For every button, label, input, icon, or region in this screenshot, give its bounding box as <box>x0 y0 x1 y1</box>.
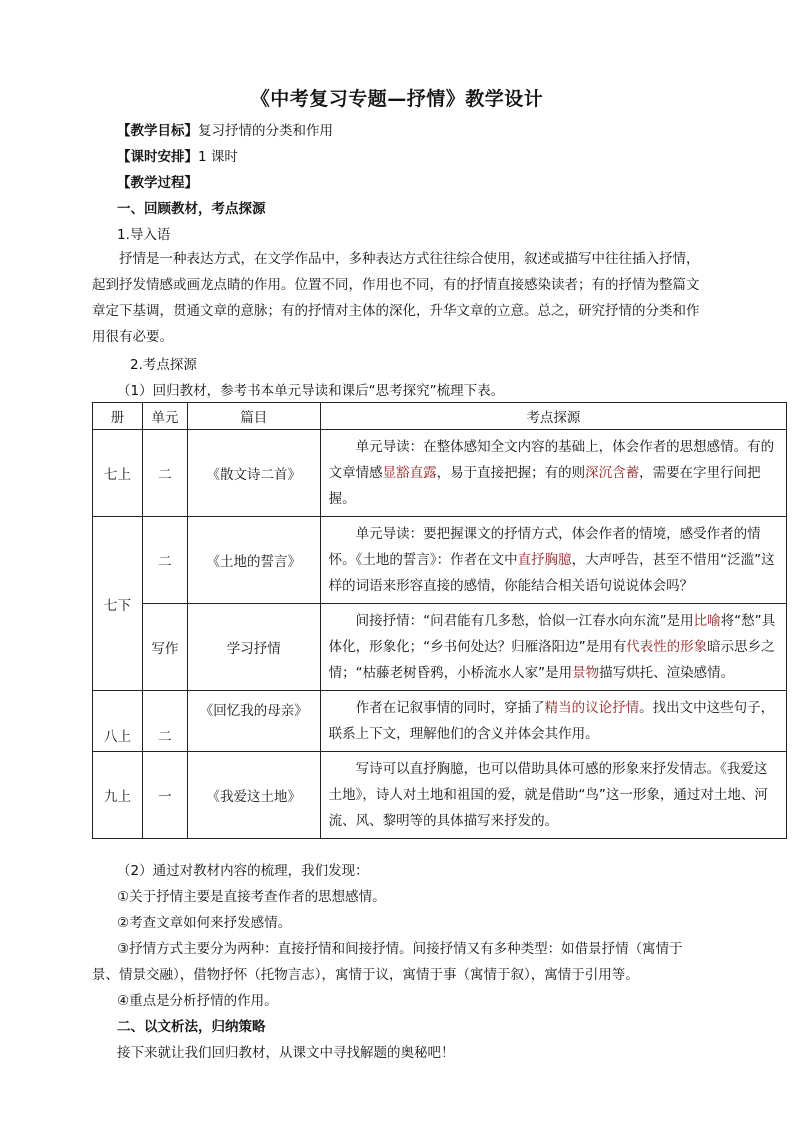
probe-text: 将“愁”具体化，形象化；“乡书何处达？归雁洛阳边”是用有 <box>328 613 776 655</box>
probe-text: ，需要在字里行间把握。 <box>328 465 761 507</box>
schedule-line <box>117 148 238 166</box>
cell-probe <box>320 691 786 752</box>
probe-text: 单元导读：在整体感知全文内容的基础上，体会作者的思想感情。有的文章情感 <box>328 439 775 481</box>
header-title: 篇目 <box>187 403 320 430</box>
table-intro: （1）回归教材，参考书本单元导读和课后“思考探究”梳理下表。 <box>117 383 505 399</box>
probe-text: 暗示思乡之情；“枯藤老树昏鸦，小桥流水人家”是用 <box>328 639 775 681</box>
cell-book: 七上 <box>93 430 143 517</box>
probe-text: 写诗可以直抒胸臆，也可以借助具体可感的形象来抒发情志。《我爱这土地》，诗人对土地和祖国的爱，就是借助“鸟”这一形象，通过对土地、河流、风、黎明等的具体描写来抒发的。 <box>328 761 768 829</box>
table-row <box>93 752 787 839</box>
cell-book: 九上 <box>93 752 143 839</box>
schedule-text: 1 课时 <box>198 149 238 165</box>
cell-probe <box>320 752 786 839</box>
table-row <box>93 604 787 691</box>
objective-label: 【教学目标】 <box>117 123 198 139</box>
cell-unit: 二 <box>142 430 187 517</box>
header-unit: 单元 <box>142 403 187 430</box>
highlight-text: 精当的议论抒情 <box>544 700 640 716</box>
intro-text: 抒情是一种表达方式，在文学作品中，多种表达方式往往综合使用，叙述或描写中往往插入抒情，起到抒发情感或画龙点睛的作用。位置不同，作用也不同，有的抒情直接感染读者；有的抒情为整篇文章定下基调，贯通文章的意脉；有的抒情对主体的深化，升华文章的立意。总之，研究抒情的分类和作用很有必要。 <box>92 251 700 345</box>
cell-title: 《我爱这土地》 <box>187 752 320 839</box>
table-row <box>93 691 787 752</box>
cell-title: 《散文诗二首》 <box>187 430 320 517</box>
highlight-text: 直抒胸臆 <box>517 552 572 568</box>
sub1-label: 1.导入语 <box>117 227 171 243</box>
cell-title: 学习抒情 <box>187 604 320 691</box>
findings-intro: （2）通过对教材内容的梳理，我们发现： <box>117 863 369 879</box>
finding-item-3-cont: 景、情景交融），借物抒怀（托物言志），寓情于议，寓情于事（寓情于叙），寓情于引用等。 <box>92 967 639 983</box>
finding-item-1: ①关于抒情主要是直接考查作者的思想感情。 <box>117 889 386 905</box>
highlight-text: 显豁直露 <box>382 465 437 481</box>
probe-text: ，大声呼告，甚至不惜用“泛滥”这样的词语来形容直接的感情，你能结合相关语句说说体会吗？ <box>328 552 775 594</box>
table-header-row <box>93 403 787 430</box>
header-probe: 考点探源 <box>320 403 786 430</box>
highlight-text: 深沉含蓄 <box>585 465 640 481</box>
highlight-text: 代表性的形象 <box>626 639 708 655</box>
cell-probe <box>320 517 786 604</box>
cell-probe <box>320 604 786 691</box>
closing-text: 接下来就让我们回归教材，从课文中寻找解题的奥秘吧！ <box>117 1045 455 1061</box>
probe-text: 。找出文中这些句子，联系上下文，理解他们的含义并体会其作用。 <box>328 700 775 742</box>
probe-text: 间接抒情：“问君能有几多愁，恰似一江春水向东流”是用 <box>355 613 694 629</box>
probe-text: ，易于直接把握；有的则 <box>436 465 586 481</box>
probe-text: 作者在记叙事情的同时，穿插了 <box>355 700 545 716</box>
objective-line <box>117 122 333 140</box>
cell-unit: 二 <box>142 691 187 752</box>
cell-title: 《回忆我的母亲》 <box>187 691 320 752</box>
finding-item-2: ②考查文章如何来抒发感情。 <box>117 915 292 931</box>
probe-table <box>92 402 787 839</box>
probe-text: 单元导读：要把握课文的抒情方式，体会作者的情境，感受作者的情怀。《土地的誓言》：作者在文中 <box>328 526 761 568</box>
process-label: 【教学过程】 <box>117 175 198 191</box>
cell-book: 七下 <box>93 517 143 691</box>
highlight-text: 景物 <box>572 665 600 681</box>
table-row <box>93 430 787 517</box>
finding-item-4: ④重点是分析抒情的作用。 <box>117 993 278 1009</box>
objective-text: 复习抒情的分类和作用 <box>198 123 333 139</box>
section2-heading: 二、以文析法，归纳策略 <box>117 1019 266 1035</box>
header-book: 册 <box>93 403 143 430</box>
cell-title: 《土地的誓言》 <box>187 517 320 604</box>
document-title: 《中考复习专题—抒情》教学设计 <box>250 88 544 110</box>
probe-text: 描写烘托、渲染感情。 <box>599 665 735 681</box>
schedule-label: 【课时安排】 <box>117 149 198 165</box>
cell-unit: 二 <box>142 517 187 604</box>
cell-unit: 一 <box>142 752 187 839</box>
sub2-label: 2.考点探源 <box>130 357 197 373</box>
table-row <box>93 517 787 604</box>
cell-book: 八上 <box>93 691 143 752</box>
finding-item-3: ③抒情方式主要分为两种：直接抒情和间接抒情。间接抒情又有多种类型：如借景抒情（寓情于 <box>117 941 683 957</box>
highlight-text: 比喻 <box>693 613 721 629</box>
intro-paragraph <box>92 246 712 350</box>
cell-unit: 写作 <box>142 604 187 691</box>
section1-heading: 一、回顾教材，考点探源 <box>117 201 266 217</box>
cell-probe <box>320 430 786 517</box>
